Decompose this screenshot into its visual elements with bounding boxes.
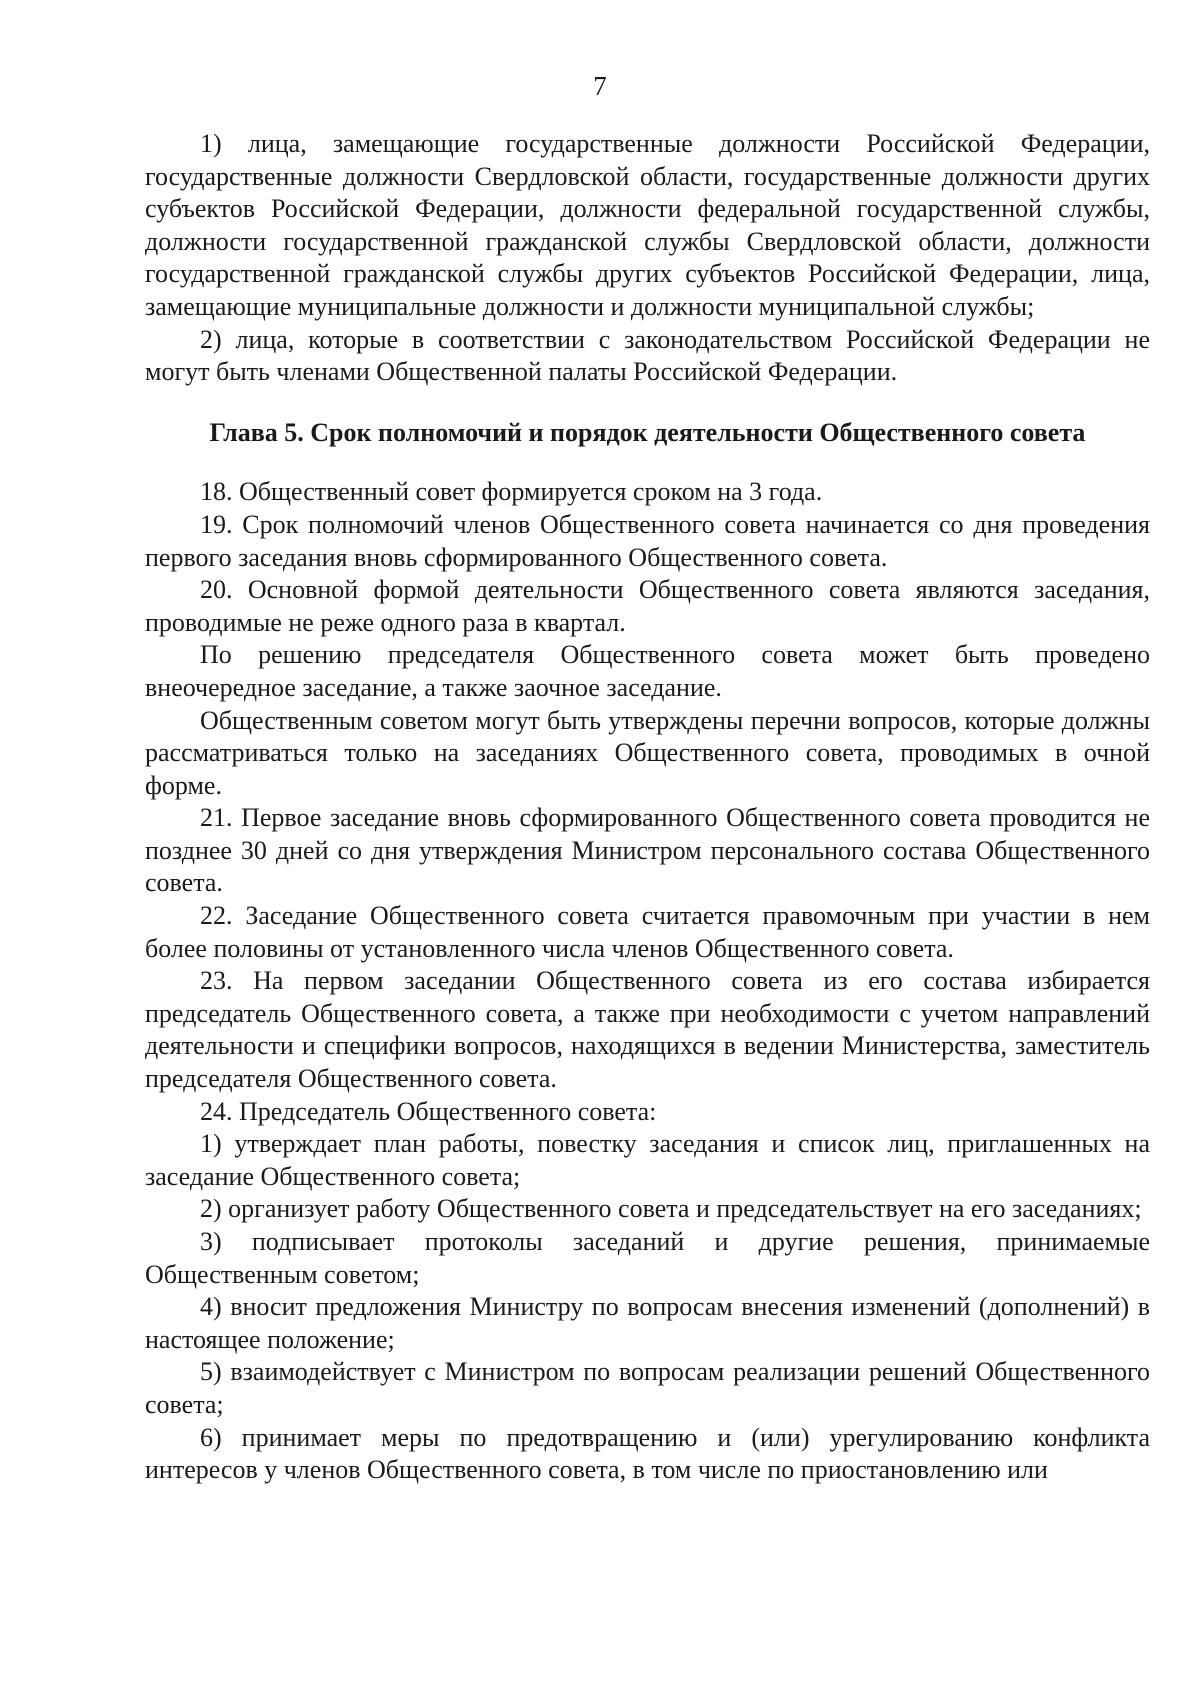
paragraph: Общественным советом могут быть утверждены перечни вопросов, которые должны рассматриваться только на заседаниях Общественного совета, проводимых в очной форме. (145, 705, 1150, 800)
paragraph: 21. Первое заседание вновь сформированного Общественного совета проводится не позднее 30 дней со дня утверждения Министром персонального состава Общественного совета. (145, 803, 1150, 898)
paragraph: 24. Председатель Общественного совета: (200, 1096, 657, 1126)
paragraph: 22. Заседание Общественного совета считается правомочным при участии в нем более половины от установленного числа членов Общественного совета. (145, 901, 1150, 963)
paragraph: 19. Срок полномочий членов Общественного совета начинается со дня проведения первого заседания вновь сформированного Общественного совета. (145, 509, 1150, 572)
page-number: 7 (593, 71, 607, 101)
list-item: 2) организует работу Общественного совета и председательствует на его заседаниях; (200, 1194, 1142, 1224)
list-item: 4) вносит предложения Министру по вопросам внесения изменений (дополнений) в настоящее положение; (145, 1292, 1150, 1354)
chapter-heading: Глава 5. Срок полномочий и порядок деятельности Общественного совета (209, 417, 1086, 447)
list-item: 3) подписывает протоколы заседаний и другие решения, принимаемые Общественным советом; (145, 1227, 1150, 1289)
paragraph: По решению председателя Общественного совета может быть проведено внеочередное заседание, а также заочное заседание. (145, 640, 1150, 702)
paragraph: 2) лица, которые в соответствии с законодательством Российской Федерации не могут быть членами Общественной палаты Российской Федерации. (145, 324, 1150, 387)
document-body (145, 128, 1150, 1487)
list-item: 6) принимает меры по предотвращению и (или) урегулированию конфликта интересов у членов Общественного совета, в том числе по приостановлению или (145, 1422, 1150, 1485)
list-item: 5) взаимодействует с Министром по вопросам реализации решений Общественного совета; (145, 1357, 1150, 1419)
paragraph: 18. Общественный совет формируется сроком на 3 года. (200, 477, 823, 507)
paragraph: 1) лица, замещающие государственные должности Российской Федерации, государственные должности Свердловской области, государственные должности других субъектов Российской Федерации, должности федеральной государственной службы, должности государственной гражданской службы Свердловской области, должности государственной гражданской службы других субъектов Российской Федерации, лица, замещающие муниципальные должности и должности муниципальной службы; (145, 129, 1150, 321)
list-item: 1) утверждает план работы, повестку заседания и список лиц, приглашенных на заседание Общественного совета; (145, 1129, 1150, 1191)
paragraph: 23. На первом заседании Общественного совета из его состава избирается председатель Общественного совета, а также при необходимости с учетом направлений деятельности и специфики вопросов, находящихся в ведении Министерства, заместитель председателя Общественного совета. (145, 966, 1150, 1094)
paragraph: 20. Основной формой деятельности Общественного совета являются заседания, проводимые не реже одного раза в квартал. (145, 575, 1150, 637)
